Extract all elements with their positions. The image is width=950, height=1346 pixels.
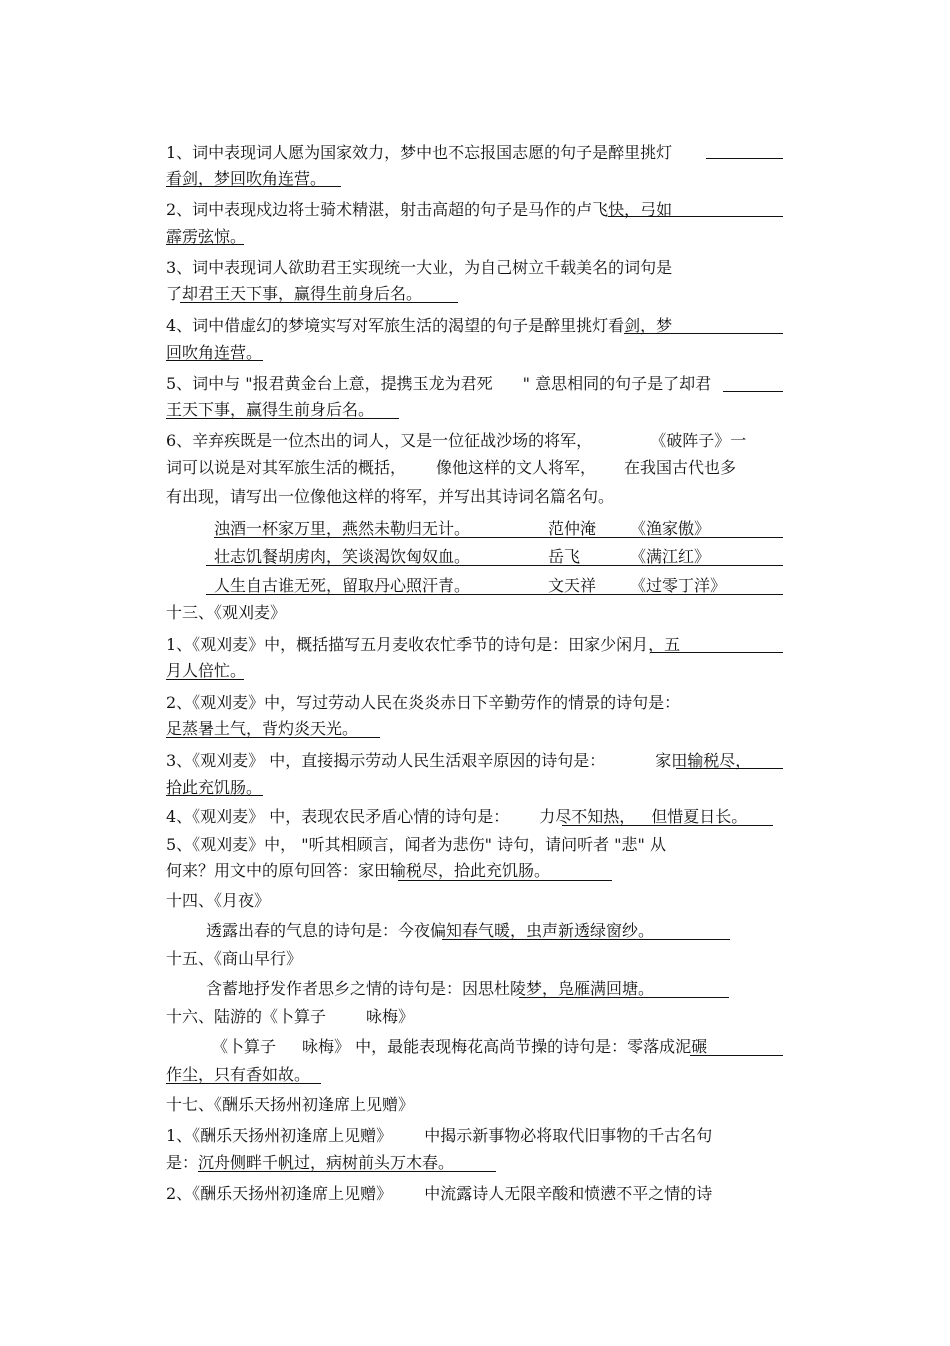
- answer-underline: [723, 391, 783, 392]
- section-13-q5-line-1: 5、《观刈麦》中， "听其相顾言，闻者为悲伤" 诗句，请问听者 "悲" 从: [166, 835, 666, 854]
- section-17-heading: 十七、《酬乐天扬州初逢席上见赠》: [166, 1095, 415, 1114]
- general-3-verse: 人生自古谁无死，留取丹心照汗青。: [214, 576, 471, 595]
- section-17-q2-text-a: 2、《酬乐天扬州初逢席上见赠》: [166, 1184, 393, 1203]
- section-17-q2-text-b: 中流露诗人无限辛酸和愤懑不平之情的诗: [424, 1184, 713, 1203]
- question-6-text-e: 在我国古代也多: [624, 458, 737, 477]
- question-5-text-b: " 意思相同的句子是了却君: [522, 374, 712, 393]
- section-17-q1-text-a: 1、《酬乐天扬州初逢席上见赠》: [166, 1126, 393, 1145]
- question-6-text-d: 像他这样的文人将军，: [436, 458, 597, 477]
- answer-underline: [166, 418, 399, 419]
- question-3-line-1: 3、词中表现词人欲助君王实现统一大业，为自己树立千载美名的词句是: [166, 258, 673, 277]
- question-2-line-1: 2、词中表现戍边将士骑术精湛，射击高超的句子是马作的卢飞快，弓如: [166, 200, 673, 219]
- section-17-q1-line-2: 是：沉舟侧畔千帆过，病树前头万木春。: [166, 1153, 455, 1172]
- question-6-text-b: 《破阵子》一: [650, 431, 747, 450]
- answer-underline: [676, 768, 783, 769]
- answer-underline: [690, 1055, 783, 1056]
- section-17-q1-text-b: 中揭示新事物必将取代旧事物的千古名句: [424, 1126, 713, 1145]
- answer-underline: [180, 302, 458, 303]
- section-14-question: 透露出春的气息的诗句是：今夜偏知春气暖，虫声新透绿窗纱。: [206, 921, 655, 940]
- answer-underline: [166, 244, 244, 245]
- section-14-heading: 十四、《月夜》: [166, 891, 271, 910]
- question-1-line-2: 看剑，梦回吹角连营。: [166, 169, 327, 188]
- answer-underline: [198, 1171, 496, 1172]
- question-6-line-3: 有出现，请写出一位像他这样的将军，并写出其诗词名篇名句。: [166, 487, 615, 506]
- section-13-q3-text-b: 家田输税尽，: [655, 751, 752, 770]
- section-15-heading: 十五、《商山早行》: [166, 949, 303, 968]
- question-1-line-1: 1、词中表现词人愿为国家效力，梦中也不忘报国志愿的句子是醉里挑灯: [166, 143, 673, 162]
- answer-underline: [624, 333, 783, 334]
- general-1-name: 范仲淹: [548, 519, 597, 538]
- section-16-q-line-2: 作尘，只有香如故。: [166, 1065, 311, 1084]
- section-13-q1-line-1: 1、《观刈麦》中，概括描写五月麦收农忙季节的诗句是：田家少闲月，五: [166, 635, 681, 654]
- answer-underline: [562, 825, 773, 826]
- section-13-q1-line-2: 月人倍忙。: [166, 661, 247, 680]
- section-16-q-text-a: 《卜算子: [212, 1037, 277, 1056]
- answer-underline: [206, 565, 783, 566]
- question-6-text-c: 词可以说是对其军旅生活的概括，: [166, 458, 407, 477]
- section-13-q4-text-b: 力尽不知热，: [539, 807, 636, 826]
- section-16-heading: [166, 1007, 414, 1027]
- section-13-q3-line-2: 拾此充饥肠。: [166, 778, 263, 797]
- section-16-heading-a: 十六、陆游的《卜算子: [166, 1007, 327, 1026]
- section-15-question: 含蓄地抒发作者思乡之情的诗句是：因思杜陵梦，凫雁满回塘。: [206, 979, 655, 998]
- answer-underline: [166, 795, 263, 796]
- question-6-line-1: [166, 431, 746, 451]
- question-5-text-a: 5、词中与 "报君黄金台上意，提携玉龙为君死: [166, 374, 493, 393]
- question-6-line-2: [166, 458, 736, 478]
- section-13-q5-line-2: 何来？用文中的原句回答：家田输税尽，拾此充饥肠。: [166, 861, 551, 880]
- section-13-q2-line-1: 2、《观刈麦》中，写过劳动人民在炎炎赤日下辛勤劳作的情景的诗句是：: [166, 693, 681, 712]
- answer-underline: [214, 537, 783, 538]
- general-2-work: 《满江红》: [630, 547, 711, 566]
- general-3-work: 《过零丁洋》: [630, 576, 727, 595]
- section-16-q-line-1: [212, 1037, 707, 1057]
- question-5-line-1: [166, 374, 711, 394]
- section-16-q-text-b: 咏梅》 中，最能表现梅花高尚节操的诗句是：零落成泥碾: [302, 1037, 708, 1056]
- answer-underline: [650, 652, 783, 653]
- question-4-line-1: 4、词中借虚幻的梦境实写对军旅生活的渴望的句子是醉里挑灯看剑，梦: [166, 316, 673, 335]
- answer-underline: [166, 737, 380, 738]
- section-13-heading: 十三、《观刈麦》: [166, 603, 287, 622]
- general-3-name: 文天祥: [548, 576, 597, 595]
- answer-underline: [398, 880, 612, 881]
- answer-underline: [706, 158, 783, 159]
- question-2-line-2: 霹雳弦惊。: [166, 227, 247, 246]
- section-17-q2-line-1: [166, 1184, 712, 1204]
- answer-underline: [166, 360, 263, 361]
- general-1-work: 《渔家傲》: [630, 519, 711, 538]
- section-13-q3-text-a: 3、《观刈麦》 中，直接揭示劳动人民生活艰辛原因的诗句是：: [166, 751, 606, 770]
- section-13-q4-text-c: 但惜夏日长。: [651, 807, 748, 826]
- question-4-line-2: 回吹角连营。: [166, 343, 263, 362]
- question-5-line-2: 王天下事，赢得生前身后名。: [166, 400, 375, 419]
- section-13-q4-line: [166, 807, 747, 827]
- general-2-name: 岳飞: [548, 547, 581, 566]
- question-6-text-a: 6、辛弃疾既是一位杰出的词人，又是一位征战沙场的将军，: [166, 431, 593, 450]
- section-13-q3-line-1: [166, 751, 751, 771]
- section-13-q4-text-a: 4、《观刈麦》 中，表现农民矛盾心情的诗句是：: [166, 807, 510, 826]
- general-1-verse: 浊酒一杯家万里，燕然未勒归无计。: [214, 519, 471, 538]
- answer-underline: [166, 1083, 321, 1084]
- answer-underline: [166, 186, 341, 187]
- answer-underline: [206, 594, 783, 595]
- section-16-heading-b: 咏梅》: [366, 1007, 415, 1026]
- question-3-line-2: 了却君王天下事，赢得生前身后名。: [166, 284, 423, 303]
- answer-underline: [519, 997, 729, 998]
- answer-underline: [608, 216, 783, 217]
- section-13-q2-line-2: 足蒸暑土气，背灼炎天光。: [166, 719, 359, 738]
- answer-underline: [442, 939, 730, 940]
- general-2-verse: 壮志饥餐胡虏肉，笑谈渴饮匈奴血。: [214, 547, 471, 566]
- section-17-q1-line-1: [166, 1126, 712, 1146]
- answer-underline: [166, 679, 244, 680]
